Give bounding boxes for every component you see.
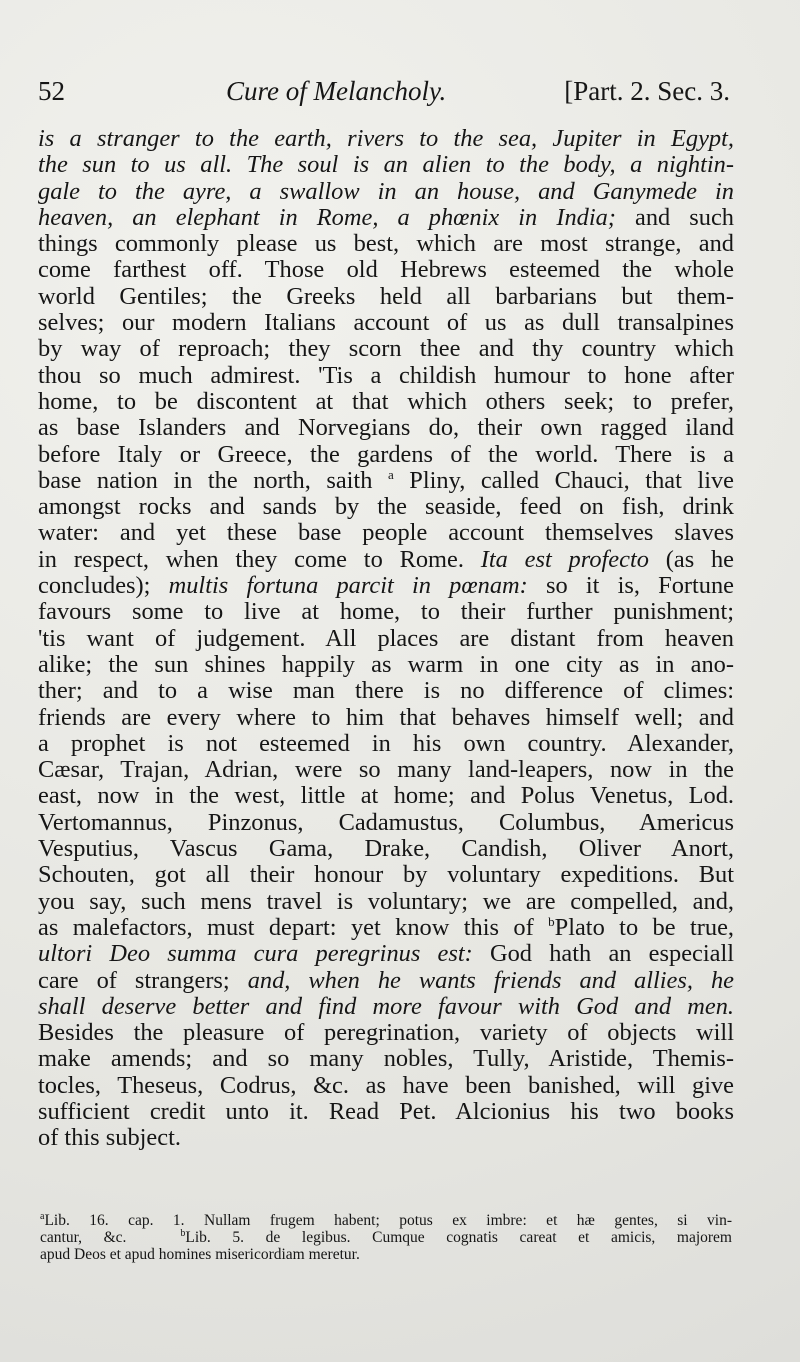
footnote-text: Lib. 5. de legibus. Cumque cognatis careat et amicis, majorem <box>185 1229 732 1246</box>
page-header <box>38 72 738 112</box>
text-segment: favours some to live at home, to their further punishment; <box>38 598 734 626</box>
text-segment: care of strangers; <box>38 966 248 994</box>
text-segment: come farthest off. Those old Hebrews esteemed the whole <box>38 256 734 284</box>
text-line <box>38 810 734 836</box>
text-line <box>38 783 734 809</box>
italic-text: is a stranger to the earth, rivers to the sea, Jupiter in Egypt, <box>38 125 734 152</box>
text-line <box>38 257 734 283</box>
footnote-text: apud Deos et apud homines misericordiam meretur. <box>40 1246 360 1263</box>
text-segment: in respect, when they come to Rome. <box>38 545 481 573</box>
text-segment: east, now in the west, little at home; and Polus Venetus, Lod. <box>38 782 734 810</box>
text-line <box>38 363 734 389</box>
text-line <box>38 547 734 573</box>
body-text <box>38 126 734 1152</box>
text-segment: Besides the pleasure of peregrination, variety of objects will <box>38 1019 734 1047</box>
text-segment: by way of reproach; they scorn thee and thy country which <box>38 335 734 363</box>
footnote-reference: a <box>387 466 394 482</box>
italic-text: ultori Deo summa cura peregrinus est: <box>38 940 473 968</box>
text-line <box>38 205 734 231</box>
text-segment: as base Islanders and Norvegians do, their own ragged iland <box>38 414 734 442</box>
italic-text: shall deserve better and find more favour with God and men. <box>38 992 734 1020</box>
text-line <box>38 652 734 678</box>
text-line <box>38 284 734 310</box>
text-segment: a prophet is not esteemed in his own country. Alexander, <box>38 729 734 757</box>
section-heading: [Part. 2. Sec. 3. <box>564 76 730 106</box>
text-line <box>38 1125 734 1151</box>
text-segment: tocles, Theseus, Codrus, &c. as have been banished, will give <box>38 1071 734 1099</box>
text-line <box>38 968 734 994</box>
text-segment: amongst rocks and sands by the seaside, feed on fish, drink <box>38 493 734 521</box>
footnote-marker: a <box>40 1210 45 1222</box>
footnote-reference: b <box>548 913 555 929</box>
text-line <box>38 415 734 441</box>
footnote-marker: b <box>180 1227 186 1239</box>
italic-text: heaven, an elephant in Rome, a phœnix in India; <box>38 203 616 231</box>
text-segment: Vertomannus, Pinzonus, Cadamustus, Columbus, Americus <box>38 808 734 836</box>
text-segment: of this subject. <box>38 1124 181 1152</box>
page-number: 52 <box>38 76 65 106</box>
text-line <box>38 836 734 862</box>
text-line <box>38 389 734 415</box>
text-segment: thou so much admirest. 'Tis a childish humour to hone after <box>38 361 734 389</box>
text-segment: concludes); <box>38 572 169 600</box>
footnote-line <box>40 1212 732 1229</box>
text-line <box>38 494 734 520</box>
text-line <box>38 731 734 757</box>
text-segment: alike; the sun shines happily as warm in one city as in ano- <box>38 650 734 678</box>
text-line <box>38 889 734 915</box>
text-segment: selves; our modern Italians account of us as dull transalpines <box>38 309 734 337</box>
text-line <box>38 705 734 731</box>
text-line <box>38 862 734 888</box>
italic-text: and, when he wants friends and allies, he <box>247 966 734 994</box>
text-line <box>38 678 734 704</box>
text-segment: Schouten, got all their honour by voluntary expeditions. But <box>38 861 734 889</box>
text-line <box>38 126 734 152</box>
text-segment: before Italy or Greece, the gardens of the world. There is a <box>38 440 734 468</box>
footnote-line <box>40 1246 732 1263</box>
text-segment: and such <box>615 203 735 231</box>
text-segment: Vesputius, Vascus Gama, Drake, Candish, Oliver Anort, <box>38 835 734 863</box>
text-segment: so it is, Fortune <box>527 572 734 600</box>
text-line <box>38 1099 734 1125</box>
text-segment: you say, such mens travel is voluntary; we are compelled, and, <box>38 887 734 915</box>
footnote-text: cantur, &c. <box>40 1229 127 1246</box>
text-segment: home, to be discontent at that which others seek; to prefer, <box>38 387 734 415</box>
text-line <box>38 520 734 546</box>
text-line <box>38 179 734 205</box>
text-line <box>38 1073 734 1099</box>
running-title: Cure of Melancholy. <box>226 76 447 106</box>
text-segment: Cæsar, Trajan, Adrian, were so many land-leapers, now in the <box>38 756 734 784</box>
text-segment: (as he <box>648 545 735 573</box>
footnotes <box>40 1212 732 1263</box>
italic-text: multis fortuna parcit in pœnam: <box>168 572 528 600</box>
text-segment: make amends; and so many nobles, Tully, Aristide, Themis- <box>38 1045 734 1073</box>
text-segment: water: and yet these base people account themselves slaves <box>38 519 734 547</box>
text-segment: 'tis want of judgement. All places are distant from heaven <box>38 624 734 652</box>
footnote-text: Lib. 16. cap. 1. Nullam frugem habent; potus ex imbre: et hæ gentes, si vin- <box>44 1212 732 1229</box>
text-line <box>38 231 734 257</box>
italic-text: the sun to us all. The soul is an alien to the body, a nightin- <box>38 151 734 179</box>
text-line <box>38 152 734 178</box>
text-segment: Plato to be true, <box>554 913 734 941</box>
text-line <box>38 310 734 336</box>
text-line <box>38 941 734 967</box>
text-segment: Pliny, called Chauci, that live <box>393 466 734 494</box>
text-line <box>38 599 734 625</box>
text-segment: sufficient credit unto it. Read Pet. Alcionius his two books <box>38 1097 734 1125</box>
text-segment: base nation in the north, saith <box>38 466 388 494</box>
text-line <box>38 626 734 652</box>
text-line <box>38 915 734 941</box>
text-line <box>38 757 734 783</box>
text-segment: as malefactors, must depart: yet know this of <box>38 913 549 941</box>
italic-text: gale to the ayre, a swallow in an house, and Ganymede in <box>38 177 734 205</box>
text-line <box>38 1046 734 1072</box>
text-segment: God hath an especiall <box>472 940 735 968</box>
text-segment: world Gentiles; the Greeks held all barbarians but them- <box>38 282 734 310</box>
text-line <box>38 994 734 1020</box>
text-line <box>38 336 734 362</box>
footnote-line <box>40 1229 732 1246</box>
text-segment: things commonly please us best, which are most strange, and <box>38 230 734 258</box>
text-line <box>38 468 734 494</box>
text-line <box>38 1020 734 1046</box>
text-segment: friends are every where to him that behaves himself well; and <box>38 703 734 731</box>
text-line <box>38 442 734 468</box>
text-segment: ther; and to a wise man there is no difference of climes: <box>38 677 734 705</box>
text-line <box>38 573 734 599</box>
italic-text: Ita est profecto <box>480 545 649 573</box>
